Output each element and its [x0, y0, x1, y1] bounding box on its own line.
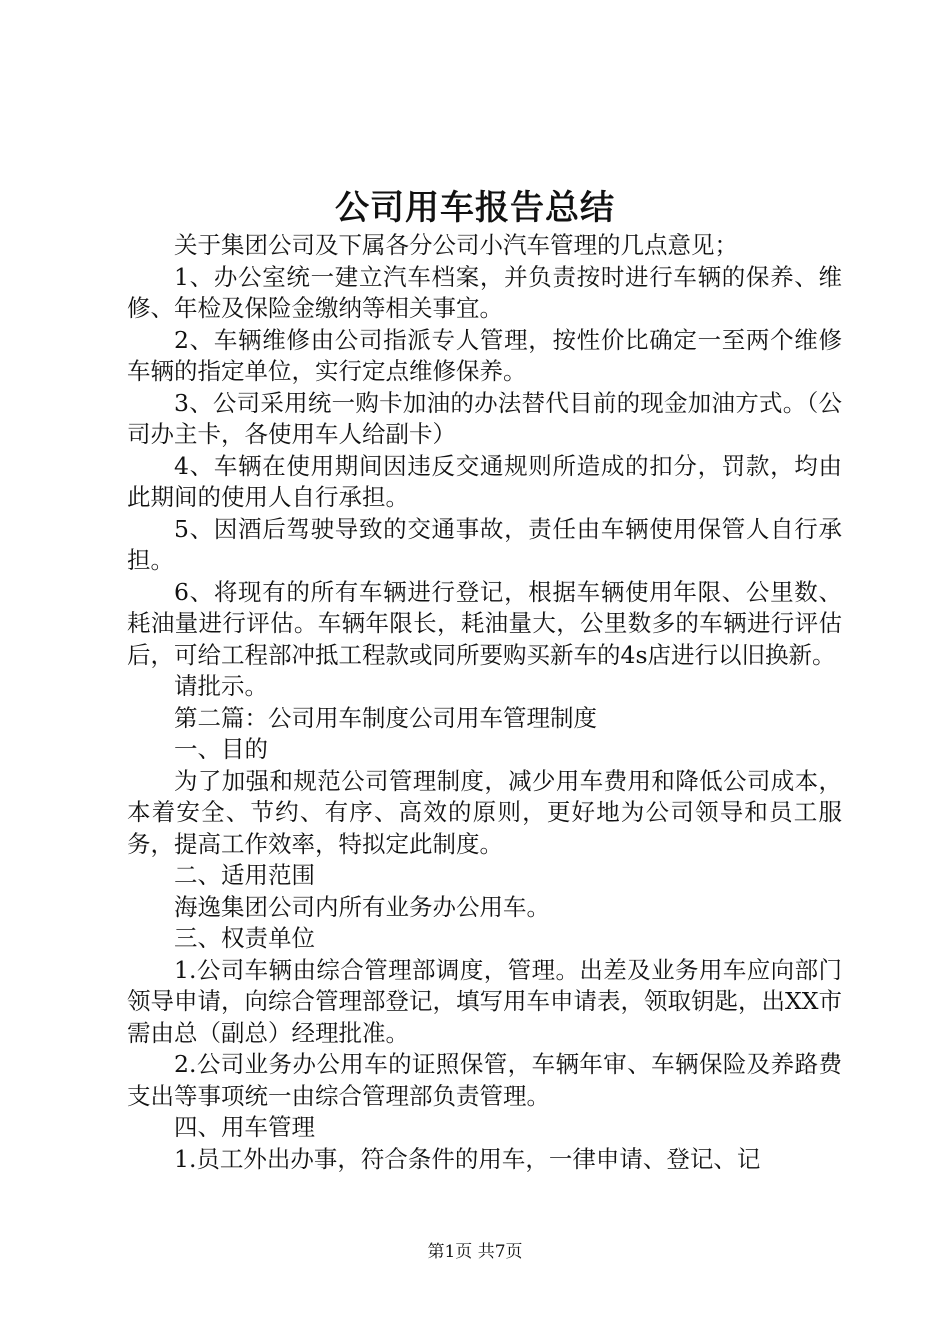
paragraph: 请批示。	[174, 672, 268, 700]
paragraph: 2.公司业务办公用车的证照保管，车辆年审、车辆保险及养路费支出等事项统一由综合管理部负责管理。	[127, 1050, 842, 1110]
paragraph: 1、办公室统一建立汽车档案，并负责按时进行车辆的保养、维修、年检及保险金缴纳等相关事宜。	[127, 262, 842, 322]
paragraph: 2、车辆维修由公司指派专人管理，按性价比确定一至两个维修车辆的指定单位，实行定点维修保养。	[127, 325, 842, 385]
paragraph: 5、因酒后驾驶导致的交通事故，责任由车辆使用保管人自行承担。	[127, 514, 842, 574]
page-footer: 第1页 共7页	[427, 1242, 523, 1262]
section-heading: 一、目的	[174, 735, 268, 763]
document-body	[127, 230, 842, 1175]
document-title: 公司用车报告总结	[335, 188, 615, 228]
paragraph: 为了加强和规范公司管理制度，减少用车费用和降低公司成本，本着安全、节约、有序、高效的原则，更好地为公司领导和员工服务，提高工作效率，特拟定此制度。	[127, 766, 842, 858]
paragraph: 3、公司采用统一购卡加油的办法替代目前的现金加油方式。（公司办主卡，各使用车人给副卡）	[127, 388, 842, 448]
section-heading: 三、权责单位	[174, 924, 315, 952]
paragraph: 4、车辆在使用期间因违反交通规则所造成的扣分，罚款，均由此期间的使用人自行承担。	[127, 451, 842, 511]
paragraph: 6、将现有的所有车辆进行登记，根据车辆使用年限、公里数、耗油量进行评估。车辆年限长，耗油量大，公里数多的车辆进行评估后，可给工程部冲抵工程款或同所要购买新车的4s店进行以旧换新。	[127, 577, 842, 669]
section-heading: 四、用车管理	[174, 1113, 315, 1141]
section-heading: 第二篇：公司用车制度公司用车管理制度	[174, 703, 597, 732]
paragraph: 1.公司车辆由综合管理部调度，管理。出差及业务用车应向部门领导申请，向综合管理部登记，填写用车申请表，领取钥匙，出XX市需由总（副总）经理批准。	[127, 955, 842, 1047]
paragraph: 关于集团公司及下属各分公司小汽车管理的几点意见；	[174, 231, 738, 259]
paragraph: 海逸集团公司内所有业务办公用车。	[174, 892, 550, 921]
paragraph: 1.员工外出办事，符合条件的用车，一律申请、登记、记	[174, 1144, 761, 1173]
section-heading: 二、适用范围	[174, 861, 315, 889]
